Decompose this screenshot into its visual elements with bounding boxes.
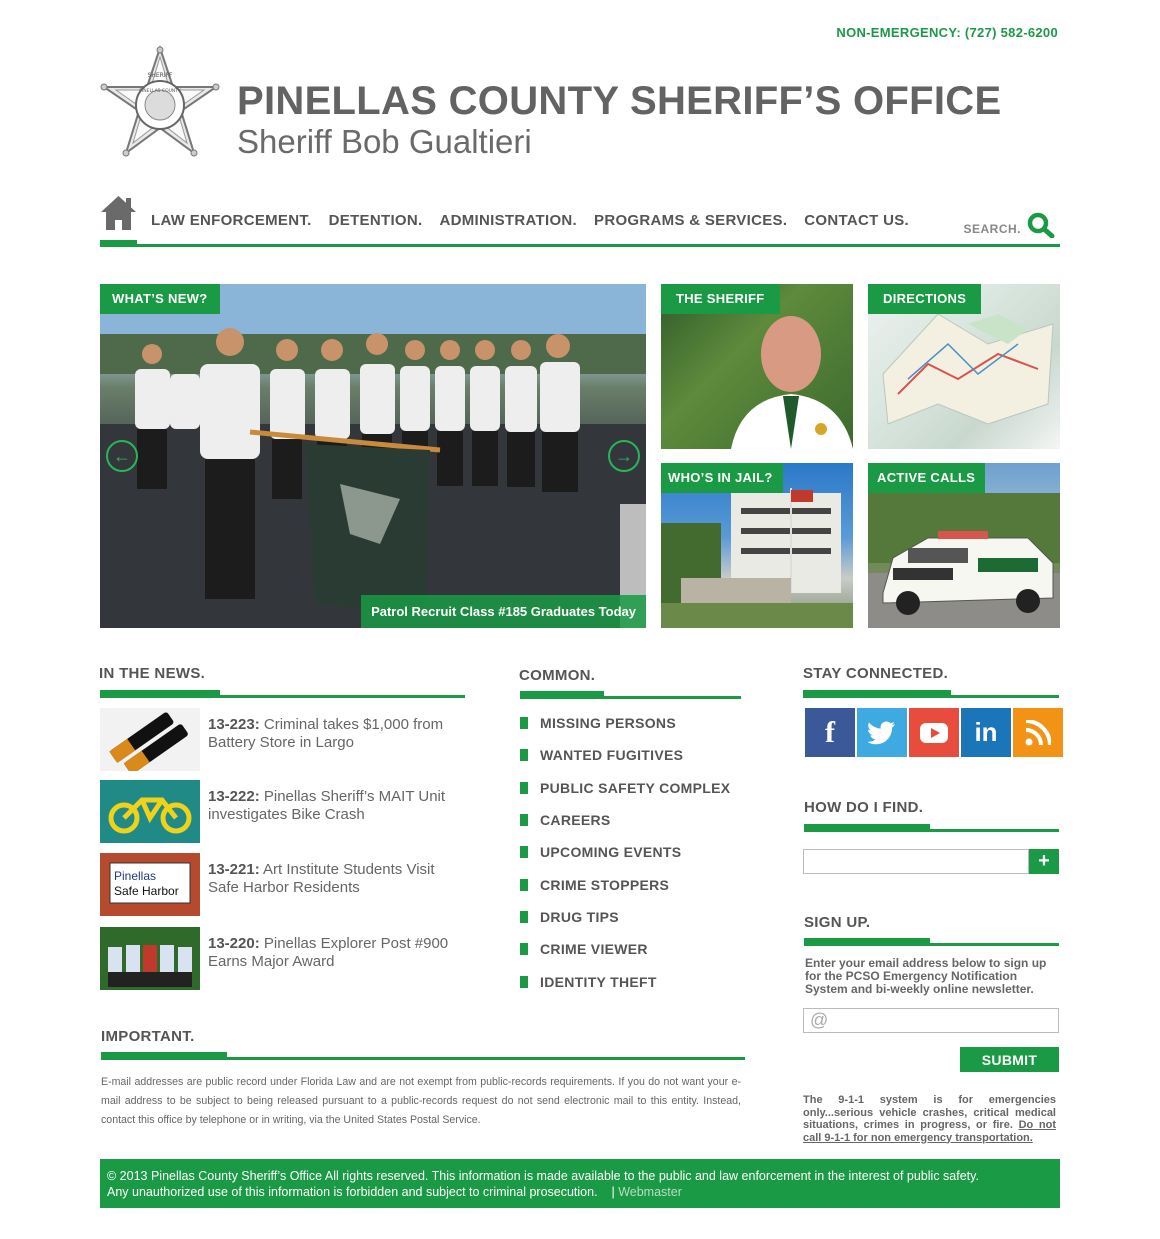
whats-new-label: WHAT’S NEW? (100, 284, 220, 314)
arrow-left-icon: ← (113, 445, 131, 466)
important-rule (101, 1057, 745, 1060)
directions-label: DIRECTIONS (868, 284, 981, 314)
news-item-text: 13-221: Art Institute Students Visit Safe Harbor Residents (208, 861, 435, 896)
bicycle-thumb (100, 780, 200, 843)
common-link-missing-persons[interactable]: MISSING PERSONS (520, 707, 730, 739)
how-do-i-find-button[interactable] (1029, 849, 1059, 874)
footer-separator: | (611, 1185, 615, 1199)
search-label: SEARCH. (963, 222, 1021, 236)
bullet-icon (520, 782, 528, 794)
svg-text:SHERIFF: SHERIFF (147, 72, 173, 79)
nav-items (151, 212, 926, 229)
sign-up-description: Enter your email address below to sign up for the PCSO Emergency Notification System and bi-weekly online newsletter. (805, 956, 1047, 996)
common-link-drug-tips[interactable]: DRUG TIPS (520, 901, 730, 933)
common-link-upcoming-events[interactable]: UPCOMING EVENTS (520, 836, 730, 868)
tile-the-sheriff[interactable] (661, 284, 853, 449)
linkedin-icon: in (974, 717, 998, 747)
sign-up-rule (804, 943, 1059, 946)
phone-number[interactable]: (727) 582-6200 (964, 25, 1058, 40)
news-item[interactable] (100, 853, 460, 916)
facebook-icon: f (825, 715, 835, 749)
common-link-crime-viewer[interactable]: CRIME VIEWER (520, 933, 730, 965)
bullet-icon (520, 911, 528, 923)
nav-detention[interactable]: DETENTION. (328, 212, 423, 229)
submit-button[interactable]: SUBMIT (960, 1047, 1059, 1072)
svg-text:Pinellas: Pinellas (114, 869, 157, 883)
common-link-identity-theft[interactable]: IDENTITY THEFT (520, 965, 730, 997)
nav-programs-services[interactable]: PROGRAMS & SERVICES. (594, 212, 788, 229)
important-title: IMPORTANT. (101, 1028, 195, 1045)
home-icon (100, 194, 137, 232)
social-links (805, 708, 1063, 757)
footer-line2: Any unauthorized use of this information is forbidden and subject to criminal prosecution. | Webmaster (107, 1185, 682, 1199)
footer-copyright: © 2013 Pinellas County Sheriff’s Office All rights reserved. This information is made available to the public and law enforcement in the interest of public safety. (107, 1169, 979, 1183)
bullet-icon (520, 943, 528, 955)
search-icon[interactable] (1027, 212, 1055, 238)
youtube-button[interactable] (909, 708, 959, 757)
non-emergency-phone (836, 25, 1058, 40)
rss-icon (1025, 720, 1051, 746)
svg-text:Safe Harbor: Safe Harbor (114, 884, 179, 898)
site-subtitle: Sheriff Bob Gualtieri (237, 123, 532, 160)
the-sheriff-label: THE SHERIFF (661, 284, 780, 314)
stay-connected-title: STAY CONNECTED. (803, 665, 949, 682)
hero-photo (100, 284, 646, 628)
youtube-icon (920, 723, 948, 743)
search[interactable] (963, 212, 1055, 238)
twitter-button[interactable] (857, 708, 907, 757)
nav-administration[interactable]: ADMINISTRATION. (439, 212, 578, 229)
common-link-public-safety-complex[interactable]: PUBLIC SAFETY COMPLEX (520, 772, 730, 804)
bullet-icon (520, 749, 528, 761)
in-the-news-rule (100, 695, 465, 698)
how-do-i-find-input[interactable] (803, 849, 1029, 874)
phone-label: NON-EMERGENCY: (836, 25, 961, 40)
safe-harbor-sign-thumb (100, 853, 200, 916)
at-icon: @ (810, 1010, 829, 1030)
how-do-i-find-rule (804, 829, 1059, 832)
nav-contact-us[interactable]: CONTACT US. (804, 212, 909, 229)
slideshow-next-button[interactable] (608, 440, 640, 472)
stay-connected-rule (803, 695, 1059, 698)
news-item-text: 13-223: Criminal takes $1,000 from Battery Store in Largo (208, 716, 444, 751)
webmaster-link[interactable]: Webmaster (618, 1185, 682, 1199)
tile-whos-in-jail[interactable] (661, 463, 853, 628)
battery-thumb (100, 708, 200, 771)
news-item-text: 13-222: Pinellas Sheriff’s MAIT Unit investigates Bike Crash (208, 788, 446, 823)
linkedin-button[interactable] (961, 708, 1011, 757)
email-field[interactable] (803, 1008, 1059, 1033)
bullet-icon (520, 814, 528, 826)
non-emergency-transport-link[interactable]: Do not call 9-1-1 for non emergency transportation. (803, 1119, 1056, 1144)
tile-directions[interactable] (868, 284, 1060, 449)
facebook-button[interactable] (805, 708, 855, 757)
sheriff-star-badge-logo[interactable] (100, 45, 220, 163)
rss-button[interactable] (1013, 708, 1063, 757)
news-item[interactable] (100, 927, 460, 990)
explorer-post-thumb (100, 927, 200, 990)
footer (100, 1159, 1060, 1208)
star-badge-icon (100, 45, 220, 163)
common-link-careers[interactable]: CAREERS (520, 804, 730, 836)
home-button[interactable] (100, 194, 137, 244)
hero-caption[interactable]: Patrol Recruit Class #185 Graduates Today (361, 595, 646, 628)
main-nav (100, 192, 1060, 247)
plus-icon: + (1038, 850, 1050, 872)
sign-up-title: SIGN UP. (804, 914, 871, 931)
common-link-wanted-fugitives[interactable]: WANTED FUGITIVES (520, 739, 730, 771)
home-active-indicator (100, 240, 137, 247)
nav-law-enforcement[interactable]: LAW ENFORCEMENT. (151, 212, 312, 229)
svg-text:PINELLAS COUNTY: PINELLAS COUNTY (139, 89, 181, 94)
whos-in-jail-label: WHO’S IN JAIL? (661, 463, 783, 493)
active-calls-label: ACTIVE CALLS (868, 463, 985, 493)
arrow-right-icon: → (615, 445, 633, 466)
news-item[interactable] (100, 780, 460, 843)
site-title: PINELLAS COUNTY SHERIFF’S OFFICE (237, 79, 1002, 123)
twitter-icon (868, 721, 896, 745)
common-title: COMMON. (519, 667, 596, 684)
notice-911: The 9-1-1 system is for emergencies only...serious vehicle crashes, critical medical situations, crimes in progress, or fire. Do not call 9-1-1 for non emergency transportation. (803, 1094, 1056, 1144)
in-the-news-title: IN THE NEWS. (99, 665, 206, 682)
news-item[interactable] (100, 708, 460, 771)
slideshow-prev-button[interactable] (106, 440, 138, 472)
hero-slideshow[interactable] (100, 284, 646, 628)
common-rule (520, 696, 741, 699)
bullet-icon (520, 976, 528, 988)
news-item-text: 13-220: Pinellas Explorer Post #900 Earns Major Award (208, 935, 449, 970)
tile-active-calls[interactable] (868, 463, 1060, 628)
common-links (520, 707, 730, 998)
bullet-icon (520, 846, 528, 858)
common-link-crime-stoppers[interactable]: CRIME STOPPERS (520, 868, 730, 900)
bullet-icon (520, 879, 528, 891)
bullet-icon (520, 717, 528, 729)
important-text: E-mail addresses are public record under Florida Law and are not exempt from public-records requirements. If you do not want your e-mail address to be subject to being released pursuant to a public-records request do not send electronic mail to this entity. Instead, contact this office by telephone or in writing, via the United States Postal Service. (101, 1076, 741, 1126)
how-do-i-find-title: HOW DO I FIND. (804, 799, 924, 816)
